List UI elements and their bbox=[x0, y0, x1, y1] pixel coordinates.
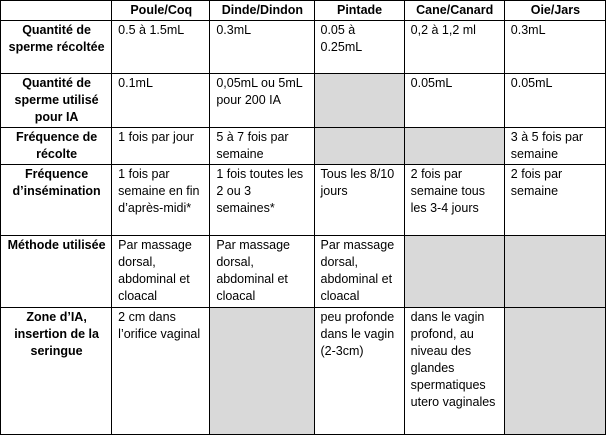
table-row bbox=[1, 308, 606, 435]
header-pintade: Pintade bbox=[314, 1, 404, 21]
empty-cell bbox=[404, 128, 504, 165]
empty-cell bbox=[504, 308, 605, 435]
table-row bbox=[1, 21, 606, 74]
header-corner bbox=[1, 1, 112, 21]
table-cell: 0.05 à 0.25mL bbox=[314, 21, 404, 74]
table-cell: 2 fois par semaine bbox=[504, 165, 605, 236]
row-label: Méthode utilisée bbox=[1, 236, 112, 308]
row-label: Fréquence de récolte bbox=[1, 128, 112, 165]
row-label: Zone d’IA, insertion de la seringue bbox=[1, 308, 112, 435]
table-cell: 0.5 à 1.5mL bbox=[112, 21, 210, 74]
empty-cell bbox=[210, 308, 314, 435]
table-cell: peu profonde dans le vagin (2-3cm) bbox=[314, 308, 404, 435]
table-cell: 0.05mL bbox=[404, 74, 504, 128]
header-cane-canard: Cane/Canard bbox=[404, 1, 504, 21]
table-cell: 0.1mL bbox=[112, 74, 210, 128]
header-oie-jars: Oie/Jars bbox=[504, 1, 605, 21]
row-label: Quantité de sperme utilisé pour IA bbox=[1, 74, 112, 128]
table-row bbox=[1, 165, 606, 236]
table-cell: 0.05mL bbox=[504, 74, 605, 128]
table-cell: 0,05mL ou 5mL pour 200 IA bbox=[210, 74, 314, 128]
table-cell: 1 fois toutes les 2 ou 3 semaines* bbox=[210, 165, 314, 236]
table-cell: 0.3mL bbox=[504, 21, 605, 74]
empty-cell bbox=[314, 128, 404, 165]
table-row bbox=[1, 74, 606, 128]
empty-cell bbox=[314, 74, 404, 128]
table-cell: Tous les 8/10 jours bbox=[314, 165, 404, 236]
header-row bbox=[1, 1, 606, 21]
table-cell: 5 à 7 fois par semaine bbox=[210, 128, 314, 165]
table-cell: 1 fois par jour bbox=[112, 128, 210, 165]
table-cell: Par massage dorsal, abdominal et cloacal bbox=[112, 236, 210, 308]
row-label: Fréquence d’insémination bbox=[1, 165, 112, 236]
table-row bbox=[1, 236, 606, 308]
table-cell: dans le vagin profond, au niveau des glandes spermatiques utero vaginales bbox=[404, 308, 504, 435]
table-cell: Par massage dorsal, abdominal et cloacal bbox=[314, 236, 404, 308]
table-cell: Par massage dorsal, abdominal et cloacal bbox=[210, 236, 314, 308]
table-cell: 0.3mL bbox=[210, 21, 314, 74]
table-cell: 2 fois par semaine tous les 3-4 jours bbox=[404, 165, 504, 236]
table-cell: 3 à 5 fois par semaine bbox=[504, 128, 605, 165]
table-row bbox=[1, 128, 606, 165]
table-cell: 1 fois par semaine en fin d’après-midi* bbox=[112, 165, 210, 236]
empty-cell bbox=[504, 236, 605, 308]
table-cell: 2 cm dans l’orifice vaginal bbox=[112, 308, 210, 435]
header-dinde-dindon: Dinde/Dindon bbox=[210, 1, 314, 21]
header-poule-coq: Poule/Coq bbox=[112, 1, 210, 21]
table-cell: 0,2 à 1,2 ml bbox=[404, 21, 504, 74]
empty-cell bbox=[404, 236, 504, 308]
row-label: Quantité de sperme récoltée bbox=[1, 21, 112, 74]
